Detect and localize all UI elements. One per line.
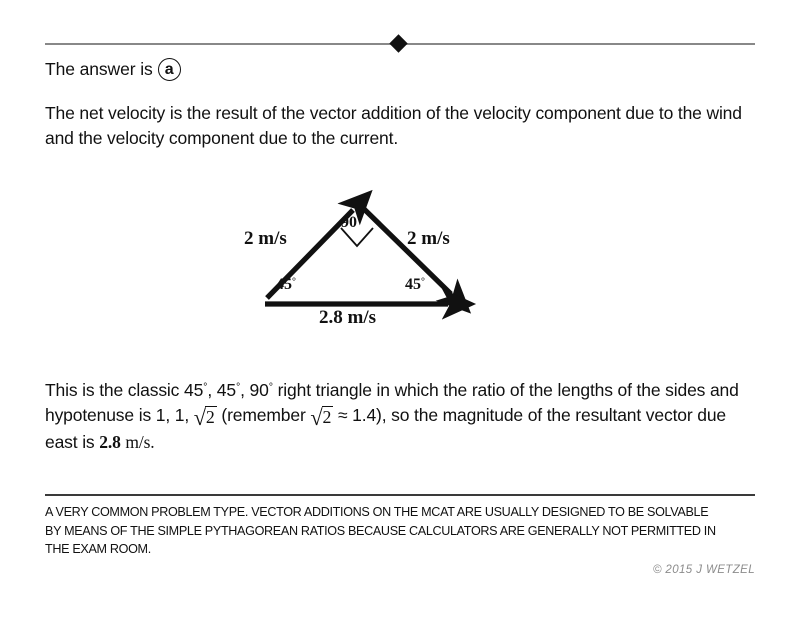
diamond-marker-icon bbox=[389, 34, 407, 52]
answer-prefix-label: The answer is bbox=[45, 59, 153, 79]
explanation-part-4: right triangle in which the ratio of the lengths of the sides and hypotenuse is 1, 1, bbox=[45, 380, 739, 425]
degree-symbol-3: ° bbox=[268, 381, 273, 394]
resultant-vector-label: 2.8 m/s bbox=[319, 307, 376, 328]
explanation-part-5: (remember bbox=[216, 405, 311, 425]
bottom-divider-line bbox=[45, 494, 755, 496]
explanation-part-1: This is the classic 45 bbox=[45, 380, 204, 400]
radicand-1: 2 bbox=[205, 407, 215, 428]
top-divider bbox=[45, 36, 755, 52]
sqrt-two-expression-1 bbox=[194, 405, 217, 430]
angle-apex-label: 90° bbox=[341, 213, 361, 231]
left-vector-label: 2 m/s bbox=[244, 228, 287, 249]
angle-right-label: 45° bbox=[405, 275, 425, 293]
radical-sign-icon-1: √ bbox=[193, 404, 206, 430]
explanation-approximation: ≈ 1.4), so the magnitude of the resultant vector due east is bbox=[45, 405, 727, 453]
degree-symbol-2: ° bbox=[235, 381, 241, 394]
degree-symbol-1: ° bbox=[203, 381, 208, 394]
radicand-2: 2 bbox=[322, 407, 332, 428]
footnote-text: A VERY COMMON PROBLEM TYPE. VECTOR ADDITIONS ON THE MCAT ARE USUALLY DESIGNED TO BE SOLVABLE BY MEANS OF THE SIMPLE PYTHAGOREAN RATIOS BECAUSE CALCULATORS ARE GENERALLY NOT PERMITTED IN THE EXAM ROOM. bbox=[45, 504, 716, 556]
result-unit: m/s. bbox=[125, 432, 155, 453]
right-vector-label: 2 m/s bbox=[407, 228, 450, 249]
sqrt-two-expression-2 bbox=[310, 405, 333, 430]
explanation-part-3: , 90 bbox=[240, 380, 269, 400]
vector-diagram bbox=[215, 188, 505, 343]
radical-sign-icon-2: √ bbox=[310, 404, 323, 430]
result-value: 2.8 bbox=[99, 432, 121, 453]
answer-line bbox=[45, 58, 181, 81]
answer-choice-badge: a bbox=[158, 58, 181, 81]
copyright-notice: © 2015 J WETZEL bbox=[652, 564, 755, 576]
explanation-paragraph bbox=[45, 378, 760, 455]
intro-paragraph: The net velocity is the result of the vector addition of the velocity component due to the wind and the velocity component due to the current. bbox=[45, 103, 742, 148]
explanation-part-2: , 45 bbox=[207, 380, 236, 400]
angle-left-label: 45° bbox=[276, 275, 296, 293]
